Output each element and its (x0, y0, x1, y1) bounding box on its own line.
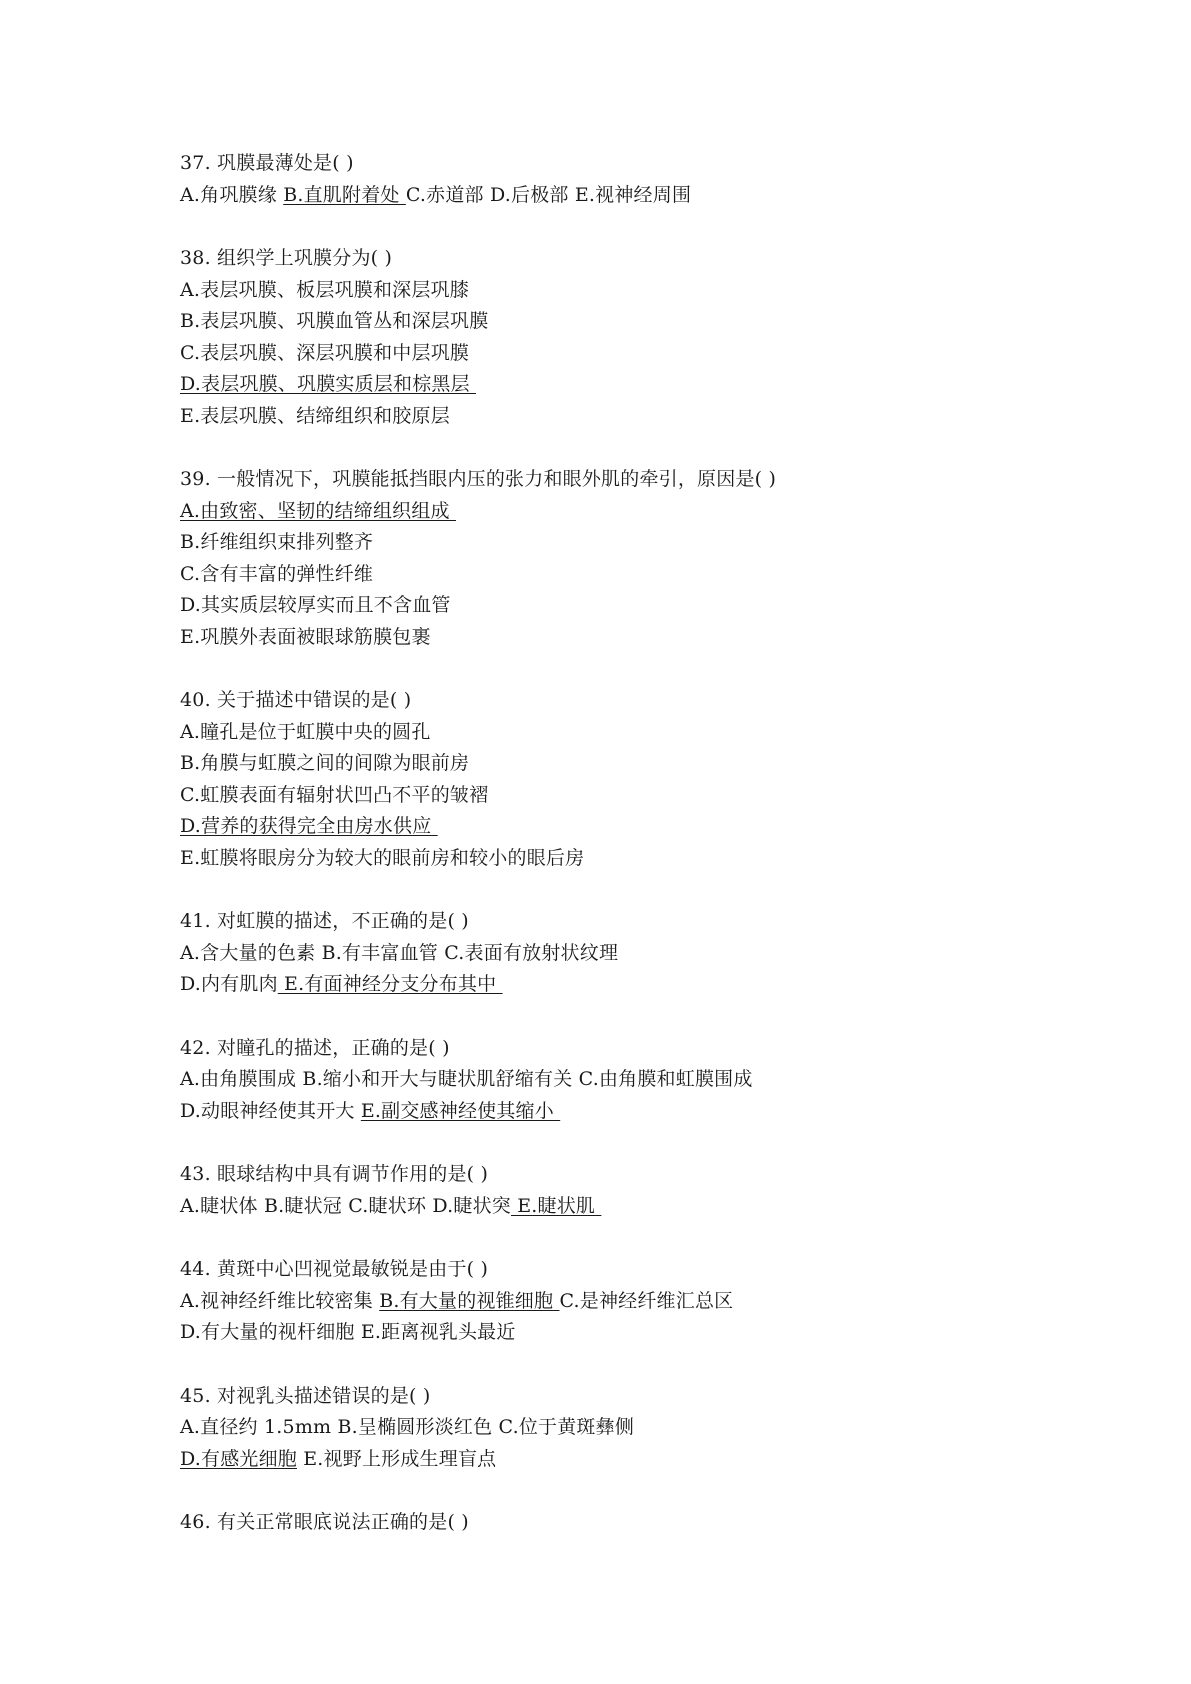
text-segment: D.动眼神经使其开大 (180, 1099, 361, 1122)
question-block (180, 243, 1120, 432)
text-segment: 37. 巩膜最薄处是( ) (180, 152, 354, 174)
text-segment: A.含大量的色素 B.有丰富血管 C.表面有放射状纹理 (180, 941, 619, 964)
question-block (180, 1507, 1120, 1539)
answer-options-line (180, 748, 1120, 780)
marked-answer: D.营养的获得完全由房水供应 (180, 815, 438, 837)
text-segment: A.由角膜围成 B.缩小和开大与睫状肌舒缩有关 C.由角膜和虹膜围成 (180, 1068, 753, 1090)
marked-answer: A.由致密、坚韧的结缔组织组成 (180, 499, 457, 522)
question-stem (180, 1381, 1120, 1413)
question-stem (180, 1507, 1120, 1539)
text-segment: C.赤道部 D.后极部 E.视神经周围 (405, 183, 692, 206)
text-segment: C.表层巩膜、深层巩膜和中层巩膜 (180, 341, 470, 364)
answer-options-line (180, 1191, 1120, 1223)
marked-answer: E.副交感神经使其缩小 (360, 1099, 561, 1122)
answer-options-line (180, 843, 1120, 875)
answer-options-line (180, 590, 1120, 622)
question-block (180, 1254, 1120, 1349)
answer-options-line (180, 717, 1120, 749)
marked-answer: B.有大量的视锥细胞 (379, 1289, 560, 1312)
text-segment: 44. 黄斑中心凹视觉最敏锐是由于( ) (180, 1258, 489, 1280)
marked-answer: E.睫状肌 (510, 1194, 602, 1217)
question-stem (180, 685, 1120, 717)
answer-options-line (180, 527, 1120, 559)
answer-options-line (180, 811, 1120, 843)
question-list (180, 148, 1120, 1571)
answer-options-line (180, 306, 1120, 338)
question-stem (180, 1033, 1120, 1065)
answer-options-line (180, 401, 1120, 433)
text-segment: 39. 一般情况下，巩膜能抵挡眼内压的张力和眼外肌的牵引，原因是( ) (180, 468, 777, 490)
question-block (180, 685, 1120, 874)
text-segment: C.虹膜表面有辐射状凹凸不平的皱褶 (180, 783, 489, 806)
text-segment: A.直径约 1.5mm B.呈椭圆形淡红色 C.位于黄斑彝侧 (180, 1416, 635, 1438)
question-block (180, 148, 1120, 211)
text-segment: E.巩膜外表面被眼球筋膜包裹 (180, 625, 431, 648)
answer-options-line (180, 622, 1120, 654)
marked-answer: D.表层巩膜、巩膜实质层和棕黑层 (180, 373, 477, 395)
answer-options-line (180, 559, 1120, 591)
text-segment: E.虹膜将眼房分为较大的眼前房和较小的眼后房 (180, 846, 585, 869)
question-stem (180, 1254, 1120, 1286)
text-segment: E.表层巩膜、结缔组织和胶原层 (180, 404, 450, 427)
question-block (180, 1381, 1120, 1476)
text-segment: D.内有肌肉 (180, 973, 278, 995)
text-segment: E.视野上形成生理盲点 (297, 1447, 497, 1470)
text-segment: C.是神经纤维汇总区 (559, 1289, 734, 1312)
answer-options-line (180, 496, 1120, 528)
text-segment: B.角膜与虹膜之间的间隙为眼前房 (180, 752, 470, 774)
text-segment: 40. 关于描述中错误的是( ) (180, 689, 412, 711)
marked-answer: D.有感光细胞 (180, 1447, 297, 1470)
answer-options-line (180, 1286, 1120, 1318)
question-stem (180, 148, 1120, 180)
text-segment: B.纤维组织束排列整齐 (180, 531, 374, 553)
question-block (180, 1033, 1120, 1128)
answer-options-line (180, 180, 1120, 212)
text-segment: D.其实质层较厚实而且不含血管 (180, 594, 451, 616)
text-segment: C.含有丰富的弹性纤维 (180, 562, 374, 585)
text-segment: 43. 眼球结构中具有调节作用的是( ) (180, 1163, 489, 1185)
text-segment: A.角巩膜缘 (180, 183, 284, 206)
text-segment: B.表层巩膜、巩膜血管丛和深层巩膜 (180, 310, 489, 332)
answer-options-line (180, 1064, 1120, 1096)
answer-options-line (180, 369, 1120, 401)
text-segment: A.瞳孔是位于虹膜中央的圆孔 (180, 720, 431, 743)
marked-answer: E.有面神经分支分布其中 (277, 973, 503, 995)
question-block (180, 464, 1120, 653)
text-segment: 41. 对虹膜的描述，不正确的是( ) (180, 910, 469, 932)
text-segment: 42. 对瞳孔的描述，正确的是( ) (180, 1036, 450, 1059)
answer-options-line (180, 969, 1120, 1001)
answer-options-line (180, 780, 1120, 812)
question-stem (180, 906, 1120, 938)
text-segment: A.表层巩膜、板层巩膜和深层巩膝 (180, 278, 469, 301)
answer-options-line (180, 1096, 1120, 1128)
question-block (180, 1159, 1120, 1222)
answer-options-line (180, 938, 1120, 970)
question-stem (180, 1159, 1120, 1191)
text-segment: 46. 有关正常眼底说法正确的是( ) (180, 1511, 469, 1533)
text-segment: A.视神经纤维比较密集 (180, 1289, 380, 1312)
marked-answer: B.直肌附着处 (283, 183, 406, 206)
question-stem (180, 243, 1120, 275)
answer-options-line (180, 275, 1120, 307)
question-stem (180, 464, 1120, 496)
answer-options-line (180, 338, 1120, 370)
answer-options-line (180, 1412, 1120, 1444)
text-segment: D.有大量的视杆细胞 E.距离视乳头最近 (180, 1321, 516, 1343)
answer-options-line (180, 1317, 1120, 1349)
text-segment: A.睫状体 B.睫状冠 C.睫状环 D.睫状突 (180, 1194, 511, 1217)
text-segment: 45. 对视乳头描述错误的是( ) (180, 1384, 431, 1407)
answer-options-line (180, 1444, 1120, 1476)
text-segment: 38. 组织学上巩膜分为( ) (180, 247, 393, 269)
question-block (180, 906, 1120, 1001)
